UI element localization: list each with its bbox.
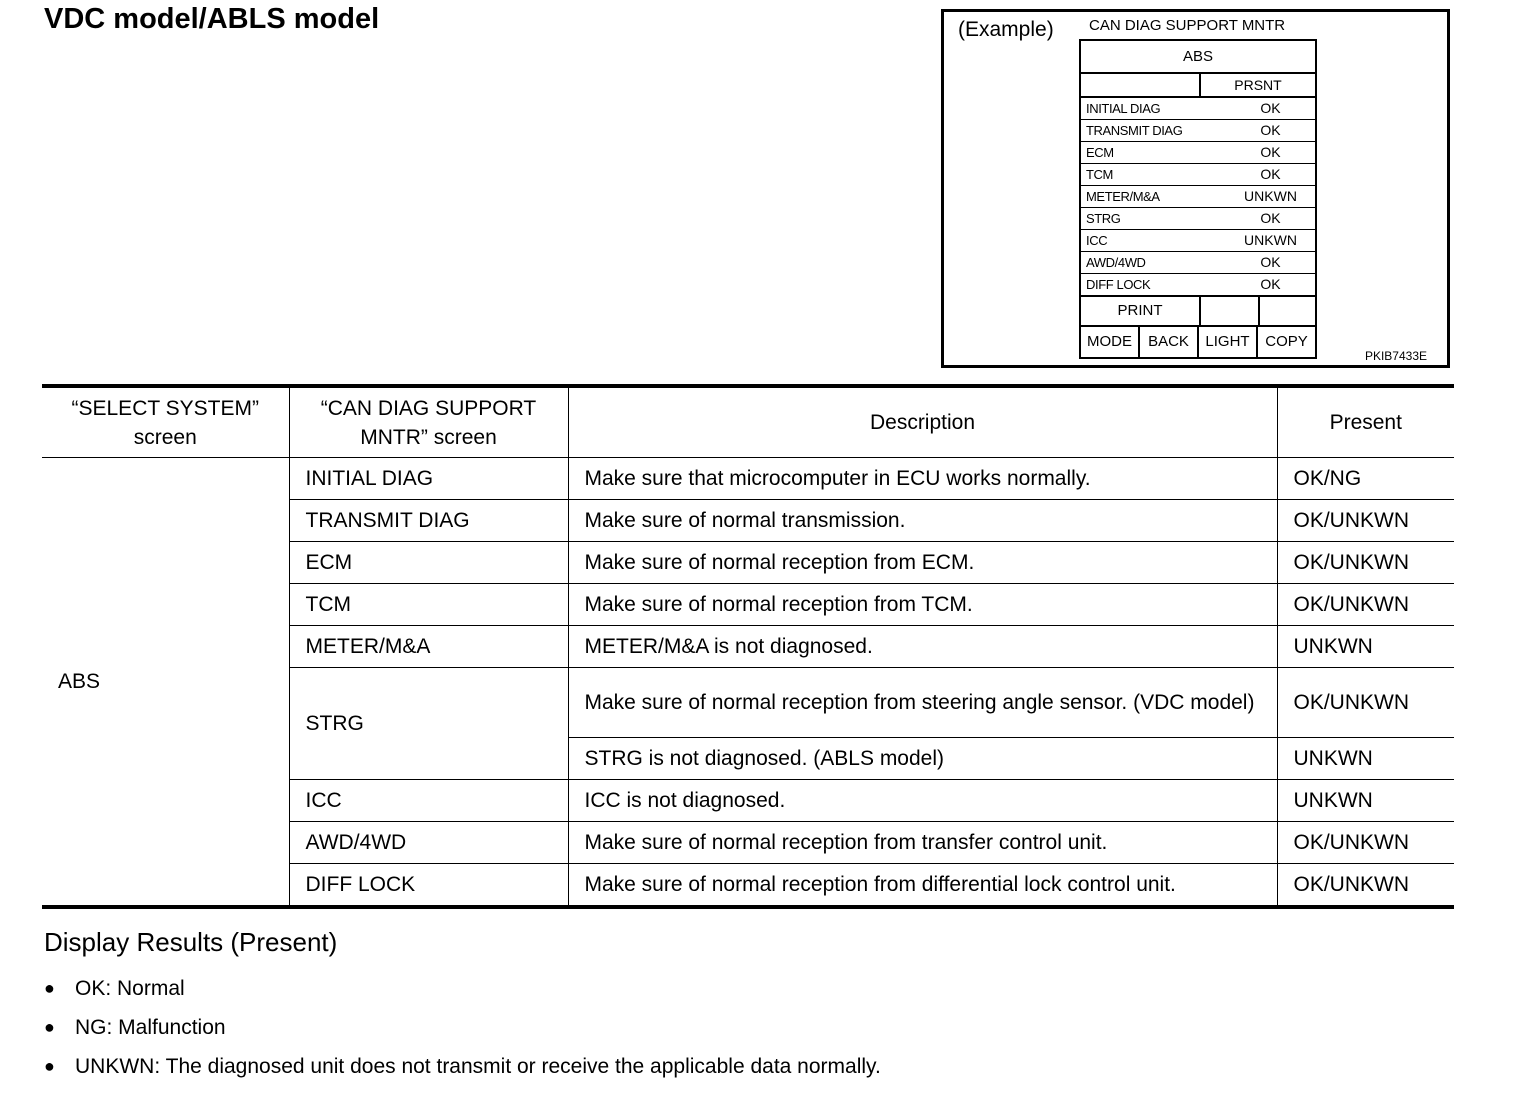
results-heading: Display Results (Present): [44, 927, 338, 957]
item-cell: ICC: [289, 780, 568, 822]
example-figure: [941, 9, 1450, 368]
header-can-diag: “CAN DIAG SUPPORT MNTR” screen: [289, 386, 568, 458]
item-cell: TCM: [289, 584, 568, 626]
example-label: (Example): [958, 18, 1054, 41]
list-item: [44, 974, 881, 1013]
page-title: VDC model/ABLS model: [44, 3, 380, 35]
present-cell: UNKWN: [1277, 738, 1454, 780]
figure-code: PKIB7433E: [1364, 349, 1427, 363]
monitor-row: [1081, 98, 1315, 120]
bullet-icon: ●: [44, 978, 55, 998]
item-cell: METER/M&A: [289, 626, 568, 668]
description-cell: Make sure that microcomputer in ECU works normally.: [568, 458, 1277, 500]
header-present: Present: [1277, 386, 1454, 458]
monitor-column-label: PRSNT: [1234, 77, 1282, 93]
description-cell: Make sure of normal reception from steering angle sensor. (VDC model): [568, 668, 1277, 738]
item-cell: ECM: [289, 542, 568, 584]
print-button[interactable]: PRINT: [1081, 297, 1201, 325]
monitor-title: CAN DIAG SUPPORT MNTR: [1079, 15, 1317, 41]
list-item: [44, 1013, 881, 1052]
monitor-grid: [1079, 41, 1317, 359]
monitor-item: ICC: [1086, 233, 1108, 248]
description-cell: METER/M&A is not diagnosed.: [568, 626, 1277, 668]
monitor-value: UNKWN: [1244, 232, 1297, 248]
monitor-value: OK: [1260, 100, 1281, 116]
monitor-row: [1081, 186, 1315, 208]
item-cell: INITIAL DIAG: [289, 458, 568, 500]
monitor-item: TCM: [1086, 167, 1113, 182]
monitor-value: OK: [1260, 166, 1281, 182]
monitor-print-row: [1081, 297, 1315, 327]
copy-button[interactable]: COPY: [1265, 333, 1308, 350]
description-cell: ICC is not diagnosed.: [568, 780, 1277, 822]
monitor-row: [1081, 120, 1315, 142]
monitor-blank-cell: [1260, 297, 1315, 325]
monitor-row: [1081, 230, 1315, 252]
present-cell: UNKWN: [1277, 626, 1454, 668]
present-cell: OK/NG: [1277, 458, 1454, 500]
monitor-value: UNKWN: [1244, 188, 1297, 204]
mode-button[interactable]: MODE: [1081, 327, 1140, 357]
back-button[interactable]: BACK: [1140, 327, 1199, 357]
list-item-text: UNKWN: The diagnosed unit does not transmit or receive the applicable data normally.: [75, 1055, 881, 1078]
monitor-value: OK: [1260, 276, 1281, 292]
list-item-text: OK: Normal: [75, 977, 185, 1000]
monitor-blank-cell: [1201, 297, 1260, 325]
monitor-value: OK: [1260, 254, 1281, 270]
monitor-item: DIFF LOCK: [1086, 277, 1151, 292]
monitor-item: METER/M&A: [1086, 189, 1160, 204]
present-cell: OK/UNKWN: [1277, 822, 1454, 864]
system-cell: ABS: [42, 458, 289, 908]
monitor-row: [1081, 164, 1315, 186]
bullet-icon: ●: [44, 1056, 55, 1076]
can-diag-table: [42, 384, 1454, 909]
header-select-system: “SELECT SYSTEM” screen: [42, 386, 289, 458]
monitor-system: ABS: [1081, 41, 1315, 74]
present-cell: OK/UNKWN: [1277, 542, 1454, 584]
monitor-value: OK: [1260, 122, 1281, 138]
monitor-row: [1081, 274, 1315, 297]
monitor-item: AWD/4WD: [1086, 255, 1146, 270]
monitor-item: TRANSMIT DIAG: [1086, 123, 1183, 138]
bullet-icon: ●: [44, 1017, 55, 1037]
present-cell: OK/UNKWN: [1277, 584, 1454, 626]
present-cell: OK/UNKWN: [1277, 500, 1454, 542]
monitor-row: [1081, 208, 1315, 230]
monitor-header: [1081, 74, 1315, 98]
description-cell: Make sure of normal reception from TCM.: [568, 584, 1277, 626]
monitor-value: OK: [1260, 210, 1281, 226]
item-cell: STRG: [289, 668, 568, 780]
monitor-value: OK: [1260, 144, 1281, 160]
table-header-row: [42, 386, 1454, 458]
monitor-item: ECM: [1086, 145, 1114, 160]
results-list: [44, 974, 881, 1091]
list-item: [44, 1052, 881, 1091]
item-cell: TRANSMIT DIAG: [289, 500, 568, 542]
monitor-item: STRG: [1086, 211, 1121, 226]
light-button[interactable]: LIGHT: [1199, 327, 1258, 357]
monitor-screen: [1079, 15, 1317, 359]
header-description: Description: [568, 386, 1277, 458]
present-cell: OK/UNKWN: [1277, 864, 1454, 908]
monitor-row: [1081, 142, 1315, 164]
description-cell: STRG is not diagnosed. (ABLS model): [568, 738, 1277, 780]
present-cell: OK/UNKWN: [1277, 668, 1454, 738]
monitor-row: [1081, 252, 1315, 274]
monitor-button-bar: [1081, 327, 1315, 357]
monitor-item: INITIAL DIAG: [1086, 101, 1161, 116]
list-item-text: NG: Malfunction: [75, 1016, 226, 1039]
table-row: [42, 458, 1454, 500]
monitor-header-blank: [1081, 74, 1201, 96]
item-cell: AWD/4WD: [289, 822, 568, 864]
description-cell: Make sure of normal reception from differential lock control unit.: [568, 864, 1277, 908]
description-cell: Make sure of normal transmission.: [568, 500, 1277, 542]
description-cell: Make sure of normal reception from ECM.: [568, 542, 1277, 584]
item-cell: DIFF LOCK: [289, 864, 568, 908]
present-cell: UNKWN: [1277, 780, 1454, 822]
description-cell: Make sure of normal reception from transfer control unit.: [568, 822, 1277, 864]
